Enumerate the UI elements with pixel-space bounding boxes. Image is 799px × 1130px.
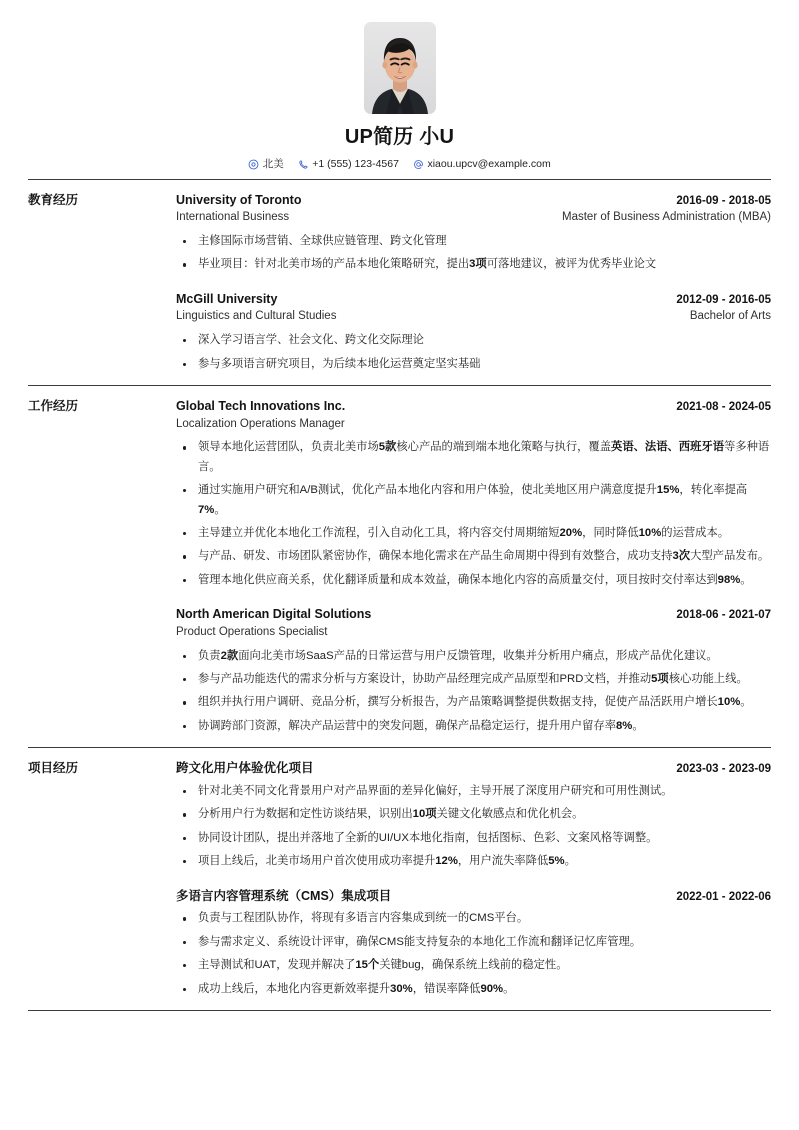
resume-entry xyxy=(176,605,771,736)
bullet-item: 分析用户行为数据和定性访谈结果，识别出10项关键文化敏感点和优化机会。 xyxy=(176,805,771,824)
entry-organization: University of Toronto xyxy=(176,192,302,207)
section-body xyxy=(176,759,771,999)
avatar-container xyxy=(28,22,771,114)
bullet-item: 参与多项语言研究项目，为后续本地化运营奠定坚实基础 xyxy=(176,355,771,374)
bullet-item: 组织并执行用户调研、竞品分析，撰写分析报告，为产品策略调整提供数据支持，促使产品活跃用户增长10%。 xyxy=(176,693,771,712)
entry-bullet-list xyxy=(176,782,771,872)
entry-role: Product Operations Specialist xyxy=(176,625,328,638)
resume-section xyxy=(28,385,771,747)
resume-sections xyxy=(28,179,771,1010)
bullet-item: 主导测试和UAT，发现并解决了15个关键bug，确保系统上线前的稳定性。 xyxy=(176,956,771,975)
resume-section xyxy=(28,747,771,1010)
entry-degree: Master of Business Administration (MBA) xyxy=(562,211,771,224)
contact-email-text: xiaou.upcv@example.com xyxy=(427,158,551,170)
entry-subheader-line xyxy=(176,308,771,325)
resume-entry xyxy=(176,759,771,871)
entry-header-line xyxy=(176,605,771,624)
entry-date-range: 2022-01 - 2022-06 xyxy=(676,890,771,903)
resume-entry xyxy=(176,290,771,374)
bullet-item: 主导建立并优化本地化工作流程，引入自动化工具，将内容交付周期缩短20%，同时降低10%的运营成本。 xyxy=(176,524,771,543)
bullet-item: 针对北美不同文化背景用户对产品界面的差异化偏好，主导开展了深度用户研究和可用性测试。 xyxy=(176,782,771,801)
entry-role: International Business xyxy=(176,211,290,224)
entry-bullet-list xyxy=(176,331,771,374)
entry-bullet-list xyxy=(176,647,771,737)
entry-header-line xyxy=(176,759,771,778)
entry-header-line xyxy=(176,191,771,210)
entry-role: Localization Operations Manager xyxy=(176,417,345,430)
contact-location-text: 北美 xyxy=(262,158,284,170)
entry-date-range: 2023-03 - 2023-09 xyxy=(676,763,771,776)
entry-date-range: 2021-08 - 2024-05 xyxy=(676,400,771,413)
bullet-item: 成功上线后，本地化内容更新效率提升30%，错误率降低90%。 xyxy=(176,980,771,999)
bottom-divider xyxy=(28,1010,771,1011)
contact-email xyxy=(413,158,551,171)
bullet-item: 负责2款面向北美市场SaaS产品的日常运营与用户反馈管理，收集并分析用户痛点，形成产品优化建议。 xyxy=(176,647,771,666)
entry-organization: Global Tech Innovations Inc. xyxy=(176,398,346,413)
phone-icon xyxy=(298,159,309,170)
bullet-item: 深入学习语言学、社会文化、跨文化交际理论 xyxy=(176,331,771,350)
entry-bullet-list xyxy=(176,232,771,275)
bullet-item: 参与产品功能迭代的需求分析与方案设计，协助产品经理完成产品原型和PRD文档，并推动5项核心功能上线。 xyxy=(176,670,771,689)
location-pin-icon xyxy=(248,159,259,170)
bullet-item: 项目上线后，北美市场用户首次使用成功率提升12%，用户流失率降低5%。 xyxy=(176,852,771,871)
entry-organization: North American Digital Solutions xyxy=(176,607,372,622)
entry-date-range: 2018-06 - 2021-07 xyxy=(676,609,771,622)
entry-role: Linguistics and Cultural Studies xyxy=(176,310,337,323)
person-name: UP简历 小U xyxy=(344,126,455,148)
entry-organization: 多语言内容管理系统（CMS）集成项目 xyxy=(176,888,392,903)
section-body xyxy=(176,191,771,374)
section-body xyxy=(176,397,771,736)
bullet-item: 参与需求定义、系统设计评审，确保CMS能支持复杂的本地化工作流和翻译记忆库管理。 xyxy=(176,933,771,952)
contact-phone xyxy=(298,158,399,171)
entry-subheader-line xyxy=(176,209,771,226)
entry-date-range: 2016-09 - 2018-05 xyxy=(676,194,771,207)
bullet-item: 与产品、研发、市场团队紧密协作，确保本地化需求在产品生命周期中得到有效整合，成功支持3次大型产品发布。 xyxy=(176,547,771,566)
email-at-icon xyxy=(413,159,424,170)
bullet-item: 主修国际市场营销、全球供应链管理、跨文化管理 xyxy=(176,232,771,251)
contact-phone-text: +1 (555) 123-4567 xyxy=(312,158,399,170)
bullet-item: 协调跨部门资源，解决产品运营中的突发问题，确保产品稳定运行，提升用户留存率8%。 xyxy=(176,717,771,736)
contact-row xyxy=(28,158,771,171)
entry-bullet-list xyxy=(176,909,771,999)
entry-date-range: 2012-09 - 2016-05 xyxy=(676,293,771,306)
entry-header-line xyxy=(176,290,771,309)
bullet-item: 通过实施用户研究和A/B测试，优化产品本地化内容和用户体验，使北美地区用户满意度提升15%，转化率提高7%。 xyxy=(176,481,771,520)
entry-subheader-line xyxy=(176,624,771,641)
entry-organization: McGill University xyxy=(176,291,278,306)
resume-entry xyxy=(176,397,771,590)
section-label: 项目经历 xyxy=(28,761,79,776)
entry-bullet-list xyxy=(176,438,771,590)
section-label: 工作经历 xyxy=(28,398,79,413)
entry-header-line xyxy=(176,887,771,906)
entry-organization: 跨文化用户体验优化项目 xyxy=(176,761,314,776)
entry-header-line xyxy=(176,397,771,416)
entry-subheader-line xyxy=(176,416,771,433)
bullet-item: 协同设计团队，提出并落地了全新的UI/UX本地化指南，包括图标、色彩、文案风格等调整。 xyxy=(176,829,771,848)
avatar xyxy=(364,22,436,114)
resume-entry xyxy=(176,887,771,999)
bullet-item: 领导本地化运营团队，负责北美市场5款核心产品的端到端本地化策略与执行，覆盖英语、法语、西班牙语等多种语言。 xyxy=(176,438,771,477)
bullet-item: 负责与工程团队协作，将现有多语言内容集成到统一的CMS平台。 xyxy=(176,909,771,928)
bullet-item: 管理本地化供应商关系，优化翻译质量和成本效益，确保本地化内容的高质量交付，项目按时交付率达到98%。 xyxy=(176,571,771,590)
contact-location xyxy=(248,158,284,171)
entry-degree: Bachelor of Arts xyxy=(689,310,771,323)
bullet-item: 毕业项目：针对北美市场的产品本地化策略研究，提出3项可落地建议，被评为优秀毕业论文 xyxy=(176,255,771,274)
resume-header xyxy=(28,22,771,179)
resume-entry xyxy=(176,191,771,275)
resume-section xyxy=(28,179,771,385)
section-label: 教育经历 xyxy=(28,192,79,207)
